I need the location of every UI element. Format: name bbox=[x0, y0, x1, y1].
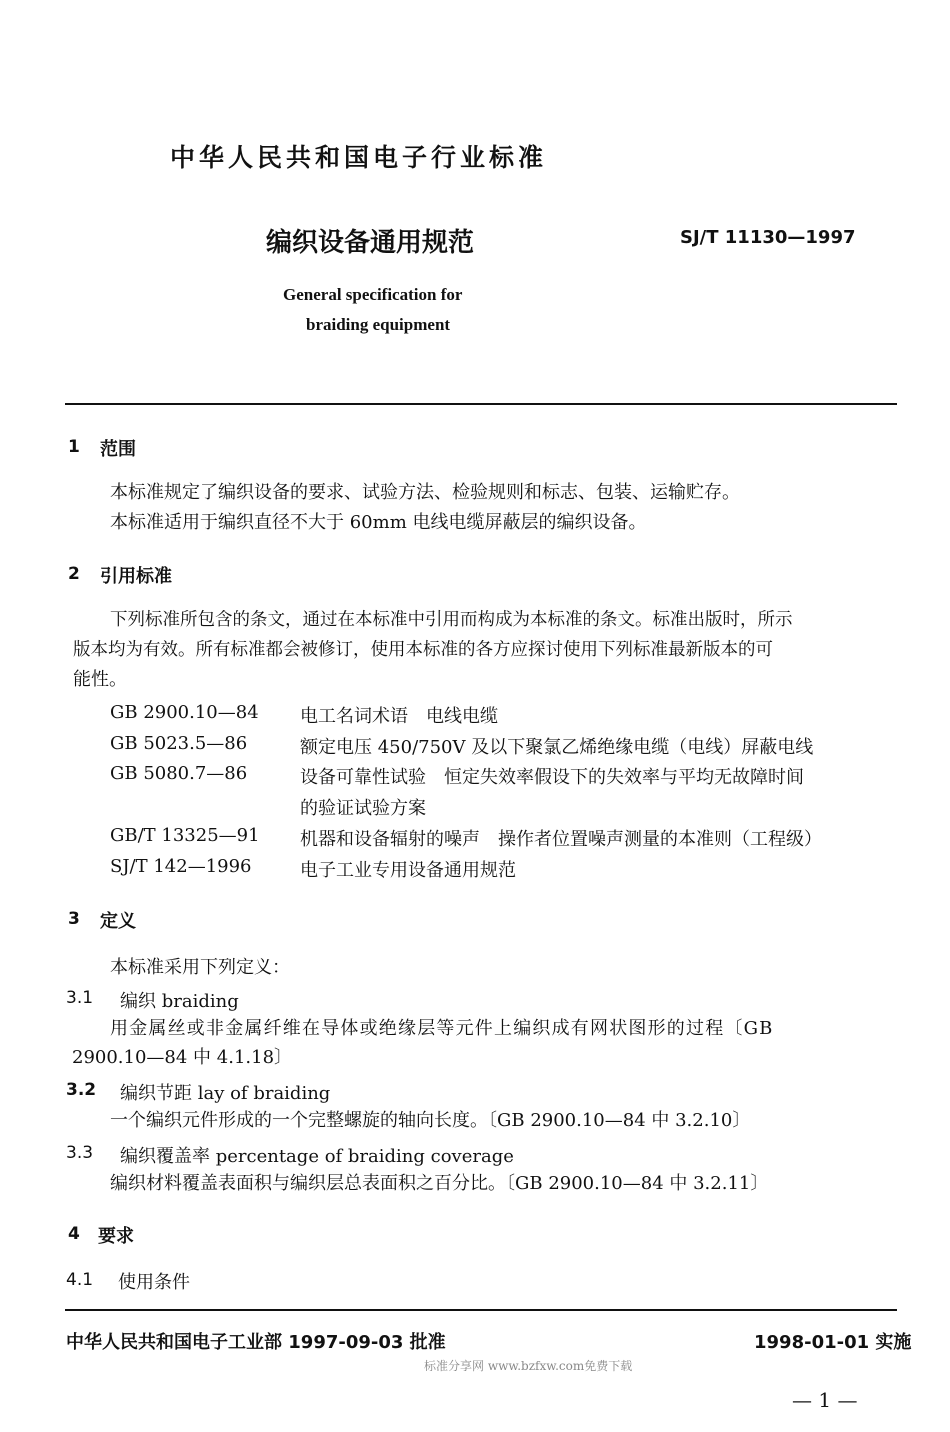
reference-code: GB 5080.7—86 bbox=[110, 763, 248, 784]
definition-line: 编织材料覆盖表面积与编织层总表面积之百分比。〔GB 2900.10—84 中 3.2.11〕 bbox=[110, 1173, 769, 1194]
section-1-para-2: 本标准适用于编织直径不大于 60mm 电线电缆屏蔽层的编织设备。 bbox=[110, 512, 647, 533]
reference-code: SJ/T 142—1996 bbox=[110, 856, 252, 877]
subsection-title: 编织覆盖率 percentage of braiding coverage bbox=[120, 1146, 514, 1167]
reference-title: 电工名词术语 电线电缆 bbox=[300, 706, 498, 727]
subsection-number: 3.2 bbox=[66, 1080, 97, 1100]
section-2-title: 引用标准 bbox=[100, 566, 172, 587]
subsection-number: 3.1 bbox=[66, 988, 94, 1008]
section-1-para-1: 本标准规定了编织设备的要求、试验方法、检验规则和标志、包装、运输贮存。 bbox=[110, 482, 740, 503]
section-2-number: 2 bbox=[68, 564, 80, 584]
reference-title-continued: 的验证试验方案 bbox=[300, 798, 426, 819]
page-number: — 1 — bbox=[792, 1388, 858, 1412]
definition-line: 一个编织元件形成的一个完整螺旋的轴向长度。〔GB 2900.10—84 中 3.2.10〕 bbox=[110, 1110, 751, 1131]
section-3-intro: 本标准采用下列定义： bbox=[110, 957, 290, 978]
effective-date: 1998-01-01 实施 bbox=[754, 1332, 912, 1353]
section-2-intro-line-2: 版本均为有效。所有标准都会被修订，使用本标准的各方应探讨使用下列标准最新版本的可 bbox=[73, 640, 773, 660]
section-3-title: 定义 bbox=[100, 911, 136, 932]
section-4-title: 要求 bbox=[98, 1226, 134, 1247]
reference-code: GB 2900.10—84 bbox=[110, 702, 259, 723]
reference-title: 电子工业专用设备通用规范 bbox=[300, 860, 516, 881]
reference-title: 额定电压 450/750V 及以下聚氯乙烯绝缘电缆（电线）屏蔽电线 bbox=[300, 737, 814, 758]
reference-code: GB/T 13325—91 bbox=[110, 825, 260, 846]
section-1-number: 1 bbox=[68, 437, 80, 457]
reference-code: GB 5023.5—86 bbox=[110, 733, 248, 754]
subsection-number: 3.3 bbox=[66, 1143, 94, 1163]
reference-title: 机器和设备辐射的噪声 操作者位置噪声测量的本准则（工程级） bbox=[300, 829, 822, 850]
document-title-en-line2: braiding equipment bbox=[306, 315, 451, 334]
subsection-number: 4.1 bbox=[66, 1270, 94, 1290]
section-2-intro-line-3: 能性。 bbox=[73, 669, 127, 690]
header-divider bbox=[65, 403, 897, 405]
section-4-number: 4 bbox=[68, 1224, 80, 1244]
document-title-cn: 编织设备通用规范 bbox=[266, 228, 475, 258]
organization-title: 中华人民共和国电子行业标准 bbox=[170, 143, 548, 172]
definition-line: 用金属丝或非金属纤维在导体或绝缘层等元件上编织成有网状图形的过程〔GB bbox=[110, 1018, 774, 1039]
document-code: SJ/T 11130—1997 bbox=[680, 227, 856, 248]
watermark: 标准分享网 www.bzfxw.com免费下载 bbox=[424, 1359, 633, 1373]
section-2-intro-line-1: 下列标准所包含的条文，通过在本标准中引用而构成为本标准的条文。标准出版时，所示 bbox=[110, 610, 793, 630]
subsection-title: 编织节距 lay of braiding bbox=[120, 1083, 331, 1104]
section-3-number: 3 bbox=[68, 909, 80, 929]
approval-statement: 中华人民共和国电子工业部 1997-09-03 批准 bbox=[66, 1332, 446, 1353]
subsection-title: 使用条件 bbox=[118, 1272, 190, 1293]
document-title-en-line1: General specification for bbox=[283, 285, 463, 304]
footer-divider bbox=[65, 1309, 897, 1311]
section-1-title: 范围 bbox=[100, 439, 136, 460]
subsection-title: 编织 braiding bbox=[120, 991, 239, 1012]
reference-title: 设备可靠性试验 恒定失效率假设下的失效率与平均无故障时间 bbox=[300, 767, 804, 788]
definition-line: 2900.10—84 中 4.1.18〕 bbox=[72, 1047, 293, 1068]
